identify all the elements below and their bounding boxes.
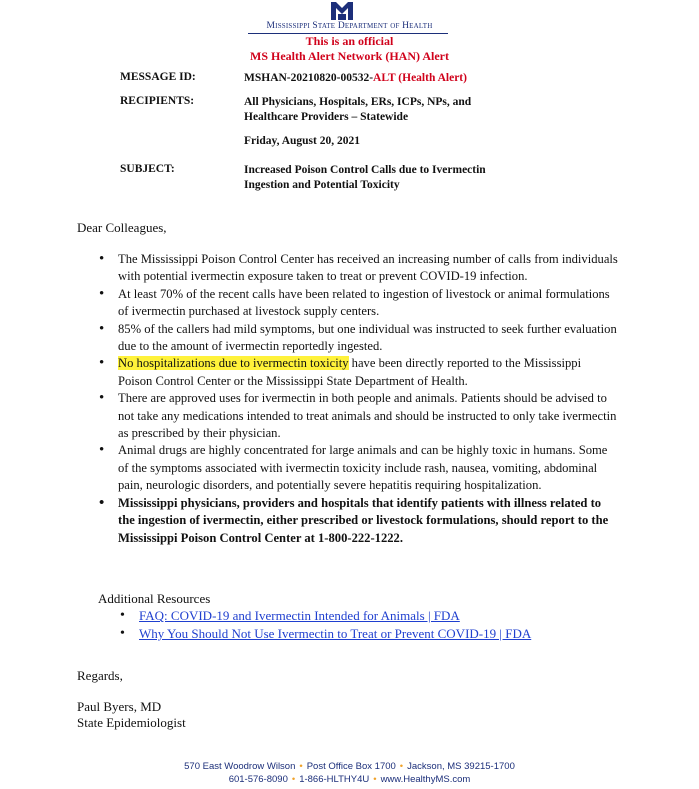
message-id-value	[244, 71, 467, 86]
salutation: Dear Colleagues,	[77, 220, 167, 235]
bullet-item: • There are approved uses for ivermectin in both people and animals. Patients should be advised to not take any medications intended to treat animals and should be instructed to only take ivermectin as prescribed by their physician.	[98, 390, 618, 442]
resource-links	[120, 607, 531, 643]
fda-ivermectin-link[interactable]: Why You Should Not Use Ivermectin to Treat or Prevent COVID-19 | FDA	[139, 626, 532, 641]
alert-line-2: MS Health Alert Network (HAN) Alert	[250, 49, 449, 63]
message-date: Friday, August 20, 2021	[244, 135, 360, 147]
recipients-line-1: All Physicians, Hospitals, ERs, ICPs, NPs, and	[244, 96, 472, 108]
bullet-item-highlighted	[98, 355, 618, 390]
subject-line-2: Ingestion and Potential Toxicity	[244, 179, 400, 191]
alert-line-1: This is an official	[305, 34, 394, 48]
agency-name: Mississippi State Department of Health	[266, 21, 433, 31]
signer-title: State Epidemiologist	[77, 715, 186, 730]
subject-line-1: Increased Poison Control Calls due to Ivermectin	[244, 164, 486, 176]
resource-link-item	[120, 625, 531, 643]
highlighted-text: No hospitalizations due to ivermectin toxicity	[118, 356, 349, 371]
message-id: MSHAN-20210820-00532-	[244, 72, 374, 84]
bullet-item-reporting: • Mississippi physicians, providers and hospitals that identify patients with illness related to the ingestion of ivermectin, either prescribed or livestock formulations, should report to the Mississippi Poison Control Center at 1-800-222-1222.	[98, 495, 618, 547]
bullet-list	[98, 251, 618, 547]
recipients-label: RECIPIENTS:	[120, 95, 195, 107]
footer-city: Jackson, MS 39215-1700	[407, 761, 515, 772]
footer-po-box: Post Office Box 1700	[306, 761, 396, 772]
bullet-item: • Animal drugs are highly concentrated for large animals and can be highly toxic in humans. Some of the symptoms associated with ivermectin toxicity include rash, nausea, vomiting, abdominal pain, neurologic disorders, and potentially severe hepatitis requiring hospitalization.	[98, 442, 618, 494]
footer-phone: 601-576-8090	[228, 774, 288, 785]
signature-block	[77, 699, 186, 731]
bullet-item: • The Mississippi Poison Control Center has received an increasing number of calls from individuals with potential ivermectin exposure taken to treat or prevent COVID-19 infection.	[98, 251, 618, 286]
footer-contact	[0, 774, 699, 785]
resources-title: Additional Resources	[98, 591, 211, 606]
signer-name: Paul Byers, MD	[77, 699, 162, 714]
footer-separator: •	[373, 774, 377, 785]
message-type: ALT (Health Alert)	[373, 72, 467, 84]
footer-street: 570 East Woodrow Wilson	[184, 761, 296, 772]
bullet-text: have been directly reported to the Mississippi Poison Control Center or the Mississippi State Department of Health.	[118, 356, 582, 388]
fda-faq-link[interactable]: FAQ: COVID-19 and Ivermectin Intended for Animals | FDA	[139, 608, 460, 623]
footer-separator: •	[291, 774, 296, 785]
closing: Regards,	[77, 668, 123, 683]
ms-health-logo-icon	[327, 0, 357, 22]
footer-separator: •	[299, 761, 303, 772]
footer-address	[0, 761, 699, 772]
footer-website[interactable]: www.HealthyMS.com	[380, 774, 471, 785]
bullet-item: • At least 70% of the recent calls have been related to ingestion of livestock or animal formulations of ivermectin purchased at livestock supply centers.	[98, 286, 618, 321]
subject-label: SUBJECT:	[120, 163, 175, 175]
resource-link-item	[120, 607, 531, 625]
bullet-item: • 85% of the callers had mild symptoms, but one individual was instructed to seek further evaluation due to the amount of ivermectin reportedly ingested.	[98, 321, 618, 356]
message-id-label: MESSAGE ID:	[120, 71, 196, 83]
footer-hotline: 1-866-HLTHY4U	[299, 774, 370, 785]
recipients-line-2: Healthcare Providers – Statewide	[244, 111, 409, 123]
footer-separator: •	[399, 761, 404, 772]
